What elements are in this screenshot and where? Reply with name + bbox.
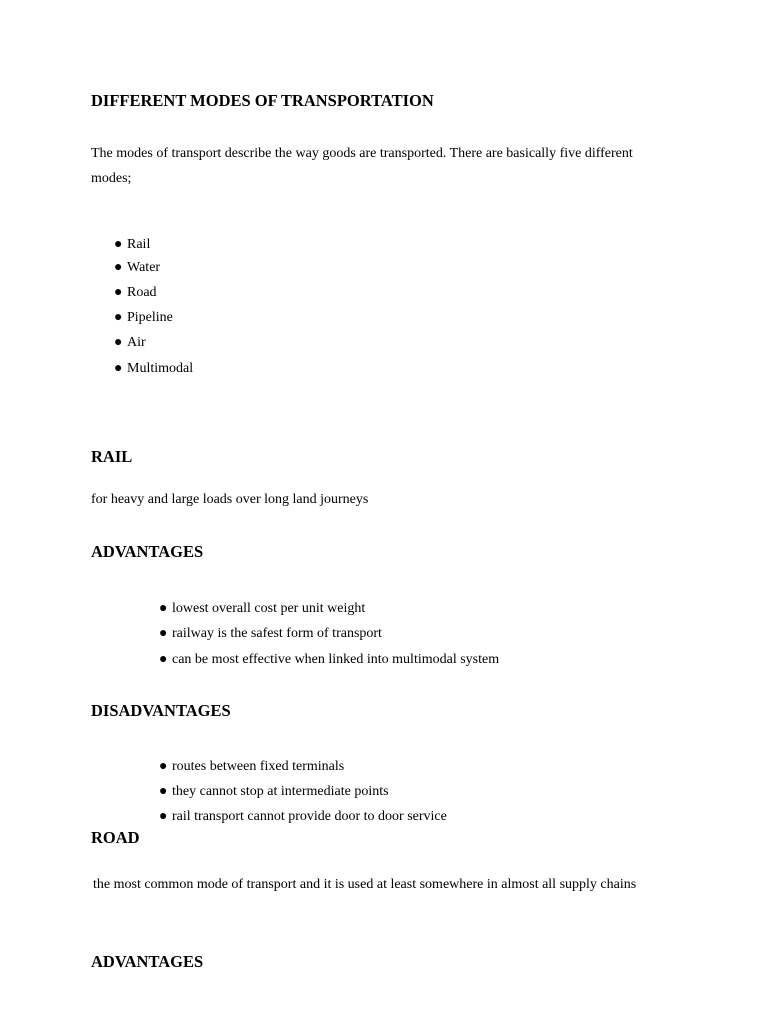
bullet-icon: ● <box>159 784 168 799</box>
list-item <box>159 653 499 667</box>
road-heading: ROAD <box>91 828 140 847</box>
list-item-text: Air <box>127 335 146 350</box>
list-item <box>114 362 193 376</box>
bullet-icon: ● <box>114 361 123 376</box>
bullet-icon: ● <box>159 759 168 774</box>
bullet-icon: ● <box>159 652 168 667</box>
list-item <box>159 760 344 774</box>
list-item-text: Multimodal <box>127 361 194 376</box>
list-item-text: can be most effective when linked into multimodal system <box>172 652 500 667</box>
list-item-text: lowest overall cost per unit weight <box>172 601 366 616</box>
list-item <box>114 238 150 252</box>
intro-text-line-1: The modes of transport describe the way goods are transported. There are basically five different <box>91 146 633 161</box>
list-item-text: they cannot stop at intermediate points <box>172 784 389 799</box>
list-item <box>159 810 447 824</box>
document-title: DIFFERENT MODES OF TRANSPORTATION <box>91 91 434 110</box>
list-item <box>114 286 157 300</box>
rail-heading: RAIL <box>91 447 133 466</box>
list-item <box>159 785 389 799</box>
bullet-icon: ● <box>159 601 168 616</box>
bullet-icon: ● <box>114 335 123 350</box>
bullet-icon: ● <box>114 285 123 300</box>
list-item <box>159 602 365 616</box>
bullet-icon: ● <box>159 626 168 641</box>
list-item-text: Pipeline <box>127 310 173 325</box>
list-item-text: routes between fixed terminals <box>172 759 345 774</box>
list-item-text: Water <box>127 260 161 275</box>
bullet-icon: ● <box>114 310 123 325</box>
bullet-icon: ● <box>114 260 123 275</box>
rail-description: for heavy and large loads over long land journeys <box>91 492 369 507</box>
road-advantages-heading: ADVANTAGES <box>91 952 204 971</box>
list-item <box>159 627 382 641</box>
list-item-text: rail transport cannot provide door to door service <box>172 809 447 824</box>
list-item-text: Road <box>127 285 157 300</box>
list-item <box>114 336 146 350</box>
road-description: the most common mode of transport and it is used at least somewhere in almost all supply chains <box>93 877 637 892</box>
bullet-icon: ● <box>159 809 168 824</box>
rail-advantages-heading: ADVANTAGES <box>91 542 204 561</box>
list-item <box>114 311 173 325</box>
rail-disadvantages-heading: DISADVANTAGES <box>91 701 231 720</box>
intro-text-line-2: modes; <box>91 171 132 186</box>
bullet-icon: ● <box>114 237 123 252</box>
list-item-text: Rail <box>127 237 151 252</box>
list-item-text: railway is the safest form of transport <box>172 626 382 641</box>
list-item <box>114 261 160 275</box>
